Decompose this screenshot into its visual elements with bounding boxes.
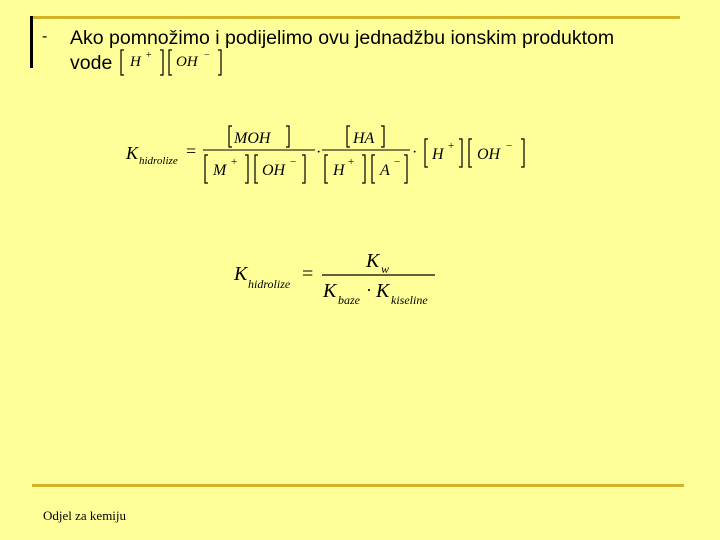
eq1-dot2: · [412,144,418,161]
eq1-tail-h-sup: + [448,140,455,152]
eq1-tail-oh: OH [477,146,501,163]
eq1-dot1: · [316,144,322,161]
eq1-num2: HA [353,130,375,147]
body-text-line2: vode [70,52,113,74]
eq2-den-k2-sub: kiseline [391,293,428,307]
eq1-den2-a-sup: − [394,156,401,168]
footer-text: Odjel za kemiju [43,508,127,523]
eq2-dot: · [366,280,372,300]
equation-1 [125,126,524,183]
eq1-k-sub: hidrolize [139,155,178,167]
eq2-k-sub: hidrolize [248,277,291,291]
eq1-den1-m: M [213,162,227,179]
inline-h: H [130,54,141,70]
equation-2 [233,250,435,307]
eq1-k: K [126,143,139,163]
bottom-rule [32,484,684,487]
eq2-num: K [366,250,380,272]
eq2-equals: = [302,263,314,285]
eq1-den1-oh: OH [262,162,286,179]
eq2-den-k1: K [323,280,337,302]
eq1-den2-h: H [333,162,345,179]
eq1-equals: = [186,141,197,161]
eq1-tail-oh-sup: − [506,140,513,152]
eq1-tail-h: H [432,146,444,163]
eq1-den1-m-sup: + [231,156,238,168]
inline-oh-sup: − [204,50,210,61]
eq1-den1-oh-sup: − [290,156,297,168]
inline-h-sup: + [146,50,152,61]
eq1-den2-h-sup: + [348,156,355,168]
inline-ion-product [121,50,221,75]
eq1-den2-a: A [380,162,390,179]
inline-oh: OH [176,54,198,70]
eq1-num1: MOH [234,130,271,147]
eq2-den-k2: K [376,280,390,302]
body-text-line1: Ako pomnožimo i podijelimo ovu jednadžbu ionskim produktom [70,27,615,49]
eq2-k: K [234,263,248,285]
bullet-marker: - [42,28,48,45]
eq2-den-k1-sub: baze [338,293,360,307]
eq2-num-sub: w [381,262,390,276]
